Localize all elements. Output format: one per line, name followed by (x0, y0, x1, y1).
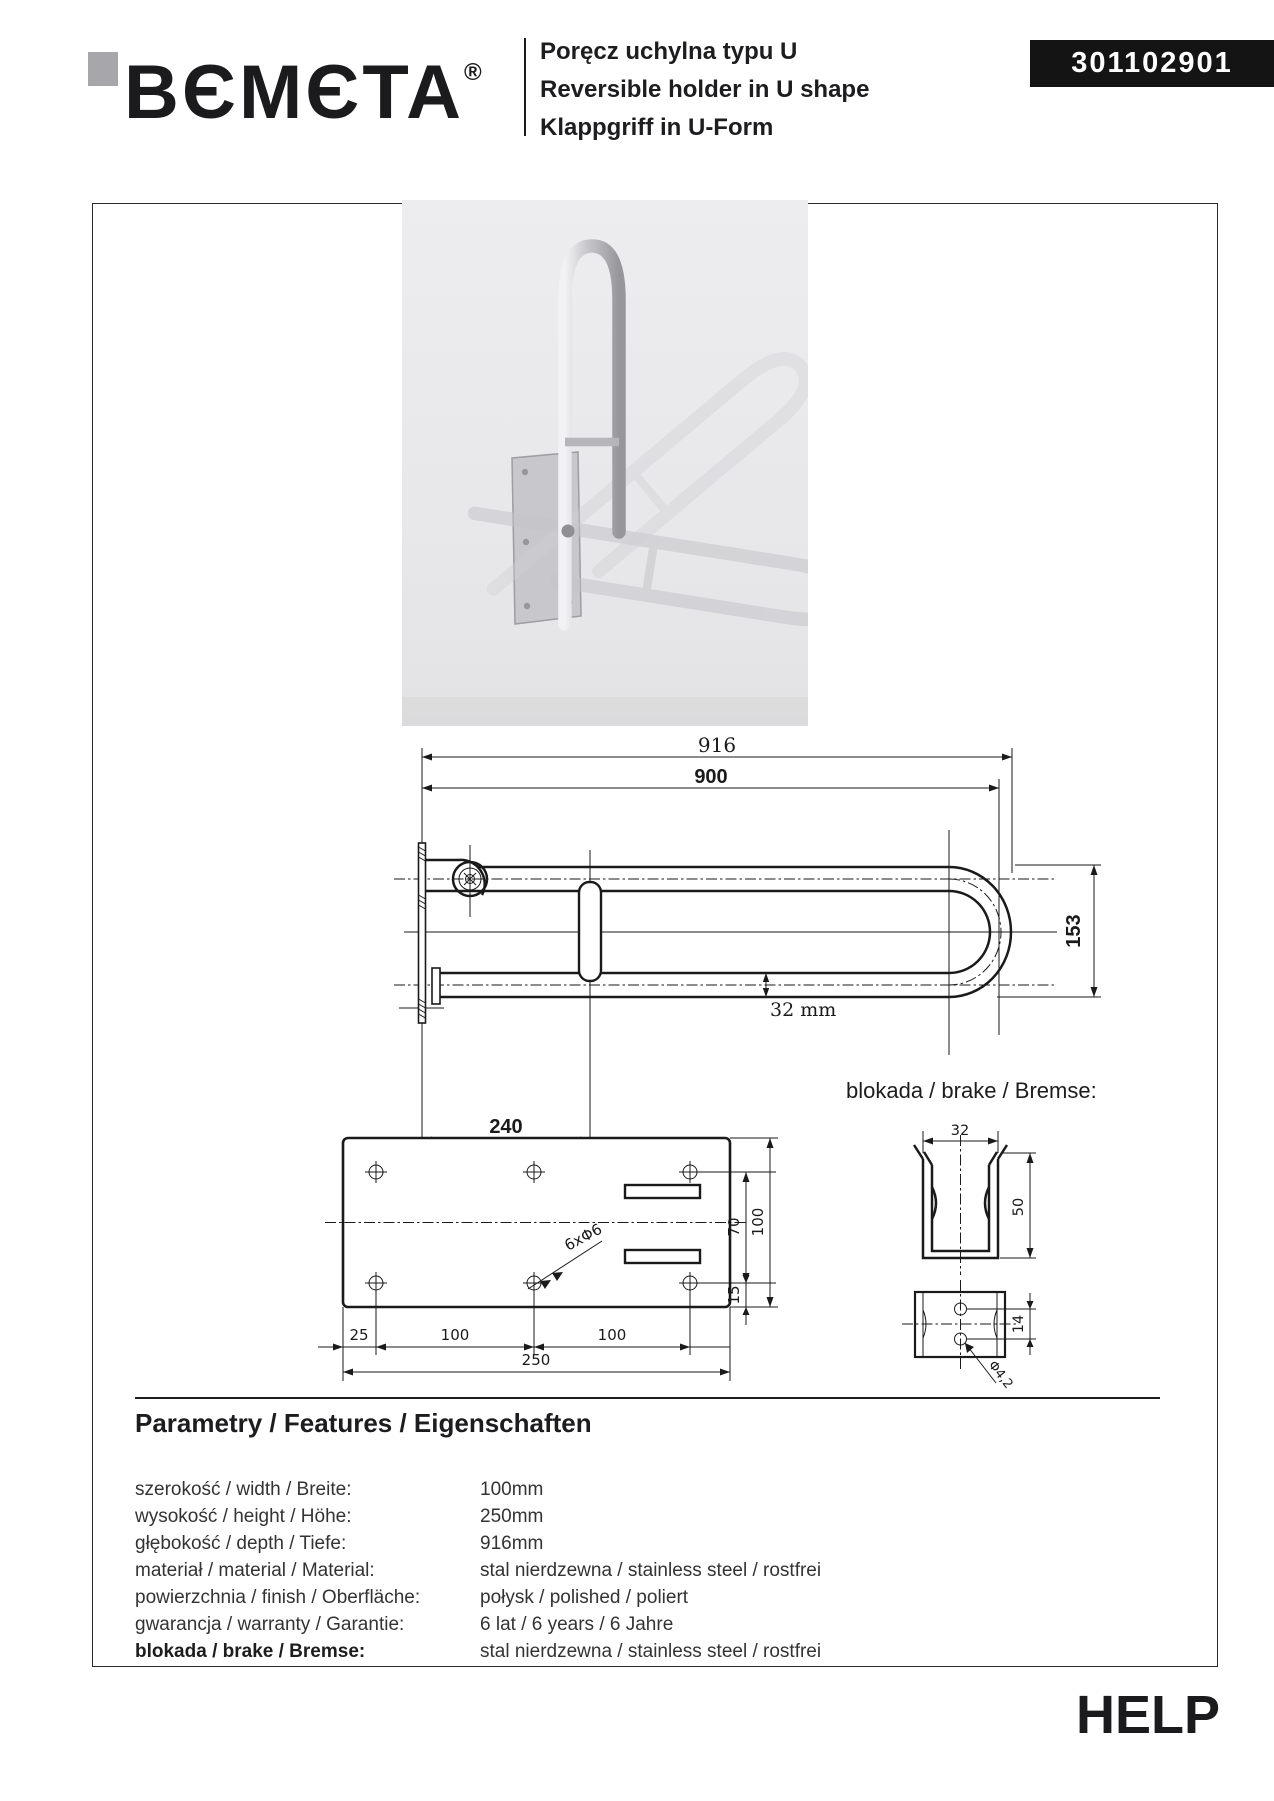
svg-text:70: 70 (725, 1217, 743, 1237)
dim-916 (422, 735, 1012, 761)
svg-text:32: 32 (950, 1123, 970, 1139)
brand-logo-text: BЄMЄTA (124, 50, 464, 135)
feature-label: szerokość / width / Breite: (135, 1479, 352, 1500)
feature-label: głębokość / depth / Tiefe: (135, 1533, 347, 1554)
plate-slot-bottom (625, 1250, 700, 1263)
brand-logo (124, 28, 482, 138)
feature-label: blokada / brake / Bremse: (135, 1641, 366, 1662)
side-lower-tube (432, 968, 949, 1004)
brake-plate-view (902, 1280, 1018, 1371)
feature-row (135, 1584, 1135, 1611)
brand-square-mark (88, 52, 118, 86)
feature-value: stal nierdzewna / stainless steel / rostfrei (480, 1560, 822, 1581)
product-title-pl: Poręcz uchylna typu U (540, 38, 798, 65)
product-code: 301102901 (1071, 47, 1233, 79)
svg-text:100: 100 (749, 1207, 767, 1237)
brake-dim-50 (1000, 1153, 1036, 1258)
feature-label: powierzchnia / finish / Oberfläche: (135, 1587, 421, 1608)
help-brand: HELP (1075, 1685, 1220, 1745)
svg-text:250: 250 (521, 1351, 551, 1369)
brake-detail-drawing (888, 1115, 1073, 1405)
product-title-en: Reversible holder in U shape (540, 76, 870, 103)
feature-value: stal nierdzewna / stainless steel / rostfrei (480, 1641, 822, 1662)
brake-caption: blokada / brake / Bremse: (846, 1078, 1097, 1103)
svg-text:900: 900 (694, 766, 728, 788)
svg-text:32 mm: 32 mm (770, 999, 837, 1021)
feature-label: wysokość / height / Höhe: (135, 1506, 352, 1527)
plate-slot-top (625, 1185, 700, 1198)
svg-text:14: 14 (1011, 1314, 1027, 1334)
feature-row (135, 1638, 1135, 1665)
feature-row (135, 1611, 1135, 1638)
photo-background (402, 200, 808, 726)
feature-row (135, 1503, 1135, 1530)
photo-pivot-bolt (562, 525, 575, 538)
product-title (540, 33, 869, 147)
photo-floor-shadow (402, 697, 808, 726)
feature-label: materiał / material / Material: (135, 1560, 375, 1581)
feature-row (135, 1557, 1135, 1584)
svg-text:25: 25 (349, 1326, 369, 1344)
feature-value: 6 lat / 6 years / 6 Jahre (480, 1614, 674, 1635)
svg-text:6xΦ6: 6xΦ6 (561, 1219, 606, 1255)
svg-text:Φ4,2: Φ4,2 (984, 1358, 1016, 1392)
features-heading: Parametry / Features / Eigenschaften (135, 1408, 592, 1438)
features-separator (135, 1397, 1160, 1399)
feature-row (135, 1530, 1135, 1557)
feature-value: 100mm (480, 1479, 544, 1500)
side-brake-clip (579, 882, 601, 981)
feature-value: 916mm (480, 1533, 544, 1554)
product-photo (402, 200, 808, 726)
dim-153 (1063, 865, 1098, 997)
feature-value: 250mm (480, 1506, 544, 1527)
svg-text:15: 15 (725, 1285, 743, 1305)
svg-text:50: 50 (1011, 1197, 1027, 1217)
side-wall-plate (419, 843, 426, 1023)
product-title-de: Klappgriff in U-Form (540, 114, 774, 141)
brake-dim-32 (923, 1123, 998, 1153)
feature-label: gwarancja / warranty / Garantie: (135, 1614, 405, 1635)
product-code-badge (1030, 40, 1274, 87)
svg-text:153: 153 (1063, 914, 1085, 948)
header-divider (524, 38, 526, 136)
side-upper-tube (425, 860, 949, 895)
feature-value: połysk / polished / poliert (480, 1587, 689, 1608)
mounting-plate-drawing (300, 1125, 790, 1385)
feature-row (135, 1476, 1135, 1503)
dim-900 (422, 766, 999, 792)
svg-text:916: 916 (697, 735, 737, 757)
registered-mark: ® (464, 59, 482, 86)
svg-text:100: 100 (440, 1326, 470, 1344)
svg-text:100: 100 (597, 1326, 627, 1344)
svg-text:240: 240 (489, 1116, 523, 1138)
brake-channel-view (914, 1135, 1007, 1275)
features-table (135, 1476, 1135, 1665)
